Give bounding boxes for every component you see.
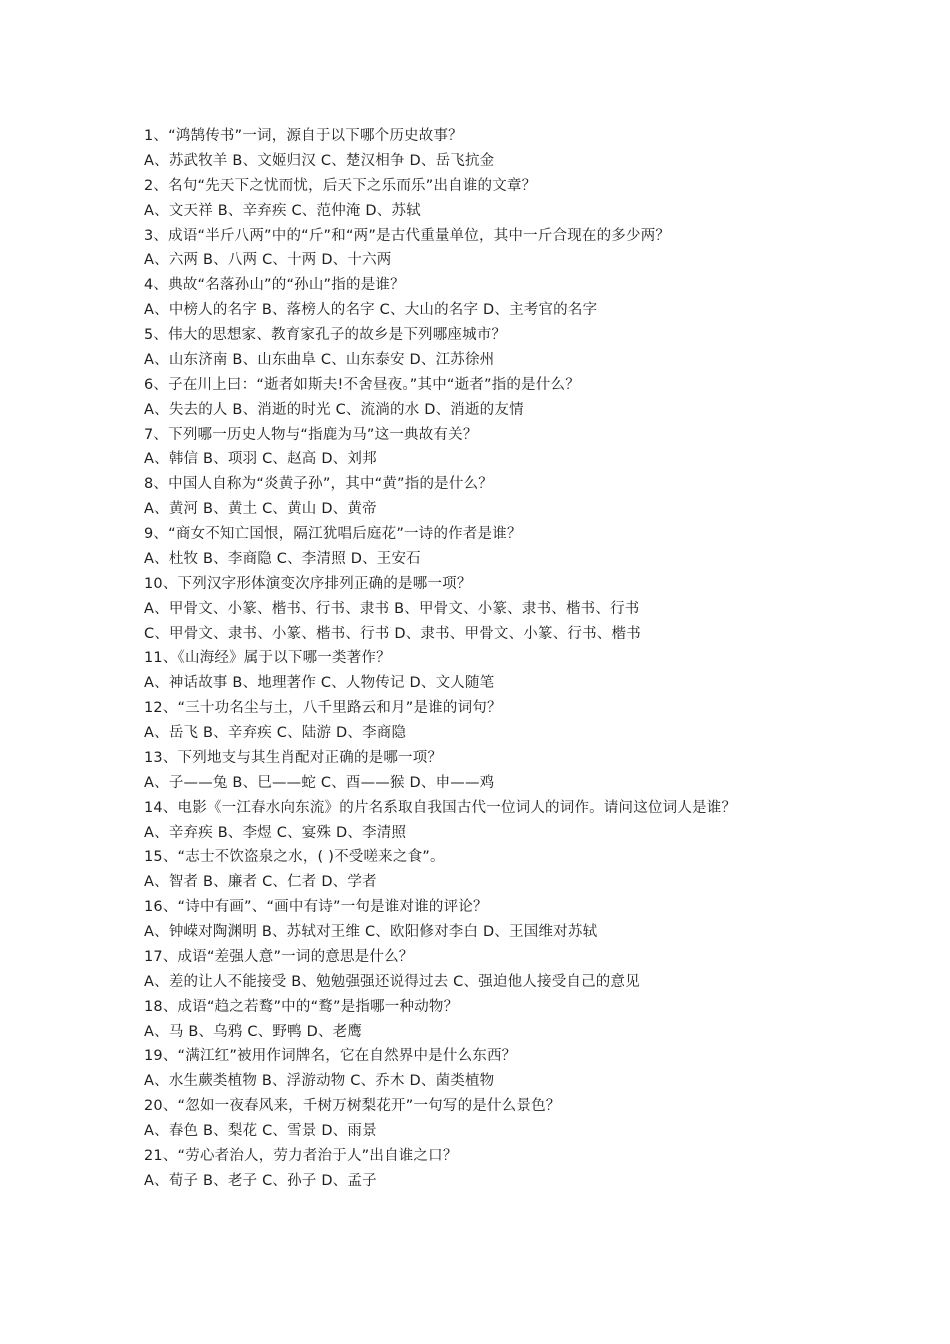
question-line: 18、成语“趋之若鹜”中的“鹜”是指哪一种动物？ [144,998,459,1015]
options-line: A、辛弃疾 B、李煜 C、宴殊 D、李清照 [144,824,407,841]
question-line: 8、中国人自称为“炎黄子孙”，其中“黄”指的是什么？ [144,476,493,493]
question-line: 6、子在川上曰：“逝者如斯夫!不舍昼夜。”其中“逝者”指的是什么？ [144,376,580,393]
question-line: 5、伟大的思想家、教育家孔子的故乡是下列哪座城市？ [144,327,507,343]
options-line: A、杜牧 B、李商隐 C、李清照 D、王安石 [144,550,421,567]
options-line: A、失去的人 B、消逝的时光 C、流淌的水 D、消逝的友情 [144,401,524,418]
options-line: A、水生蕨类植物 B、浮游动物 C、乔木 D、菌类植物 [144,1073,495,1090]
options-line: A、马 B、乌鸦 C、野鸭 D、老鹰 [144,1023,363,1040]
options-line: A、神话故事 B、地理著作 C、人物传记 D、文人随笔 [144,675,495,692]
question-line: 21、“劳心者治人，劳力者治于人”出自谁之口？ [144,1147,458,1164]
options-line: A、钟嵘对陶渊明 B、苏轼对王维 C、欧阳修对李白 D、王国维对苏轼 [144,924,598,940]
question-line: 14、电影《一江春水向东流》的片名系取自我国古代一位词人的词作。请问这位词人是谁？ [144,799,737,816]
options-line: A、岳飞 B、辛弃疾 C、陆游 D、李商隐 [144,725,407,741]
question-line: 15、“志士不饮盗泉之水，( )不受嗟来之食”。 [144,849,445,866]
options-line: A、苏武牧羊 B、文姬归汉 C、楚汉相争 D、岳飞抗金 [144,152,495,169]
options-line: C、甲骨文、隶书、小篆、楷书、行书 D、隶书、甲骨文、小篆、行书、楷书 [144,625,641,642]
options-line: A、中榜人的名字 B、落榜人的名字 C、大山的名字 D、主考官的名字 [144,302,598,319]
question-line: 11、《山海经》属于以下哪一类著作？ [144,650,391,667]
question-line: 7、下列哪一历史人物与“指鹿为马”这一典故有关？ [144,426,478,443]
options-line: A、差的让人不能接受 B、勉勉强强还说得过去 C、强迫他人接受自己的意见 [144,973,640,990]
options-line: A、山东济南 B、山东曲阜 C、山东泰安 D、江苏徐州 [144,351,495,368]
question-line: 10、下列汉字形体演变次序排列正确的是哪一项？ [144,575,472,592]
options-line: A、子——兔 B、巳——蛇 C、酉——猴 D、申——鸡 [144,774,495,791]
question-line: 16、“诗中有画”、“画中有诗”一句是谁对谁的评论？ [144,899,488,916]
options-line: A、黄河 B、黄土 C、黄山 D、黄帝 [144,501,377,518]
question-line: 2、名句“先天下之忧而忧，后天下之乐而乐”出自谁的文章？ [144,177,537,194]
options-line: A、文天祥 B、辛弃疾 C、范仲淹 D、苏轼 [144,202,421,219]
question-line: 20、“忽如一夜春风来，千树万树梨花开”一句写的是什么景色？ [144,1098,561,1115]
options-line: A、春色 B、梨花 C、雪景 D、雨景 [144,1123,377,1139]
question-line: 3、成语“半斤八两”中的“斤”和“两”是古代重量单位，其中一斤合现在的多少两？ [144,227,671,244]
question-line: 4、典故“名落孙山”的“孙山”指的是谁？ [144,277,405,294]
quiz-content [144,124,844,1194]
options-line: A、智者 B、廉者 C、仁者 D、学者 [144,874,377,891]
question-line: 13、下列地支与其生肖配对正确的是哪一项？ [144,749,443,766]
question-line: 17、成语“差强人意”一词的意思是什么？ [144,948,414,965]
question-line: 19、“满江红”被用作词牌名，它在自然界中是什么东西？ [144,1048,517,1065]
options-line: A、荀子 B、老子 C、孙子 D、孟子 [144,1172,377,1189]
question-line: 1、“鸿鹄传书”一词，源自于以下哪个历史故事？ [144,128,463,144]
question-line: 9、“商女不知亡国恨，隔江犹唱后庭花”一诗的作者是谁？ [144,526,522,542]
options-line: A、韩信 B、项羽 C、赵高 D、刘邦 [144,451,377,468]
options-line: A、六两 B、八两 C、十两 D、十六两 [144,252,392,269]
question-line: 12、“三十功名尘与土，八千里路云和月”是谁的词句？ [144,700,502,717]
options-line: A、甲骨文、小篆、楷书、行书、隶书 B、甲骨文、小篆、隶书、楷书、行书 [144,600,640,617]
